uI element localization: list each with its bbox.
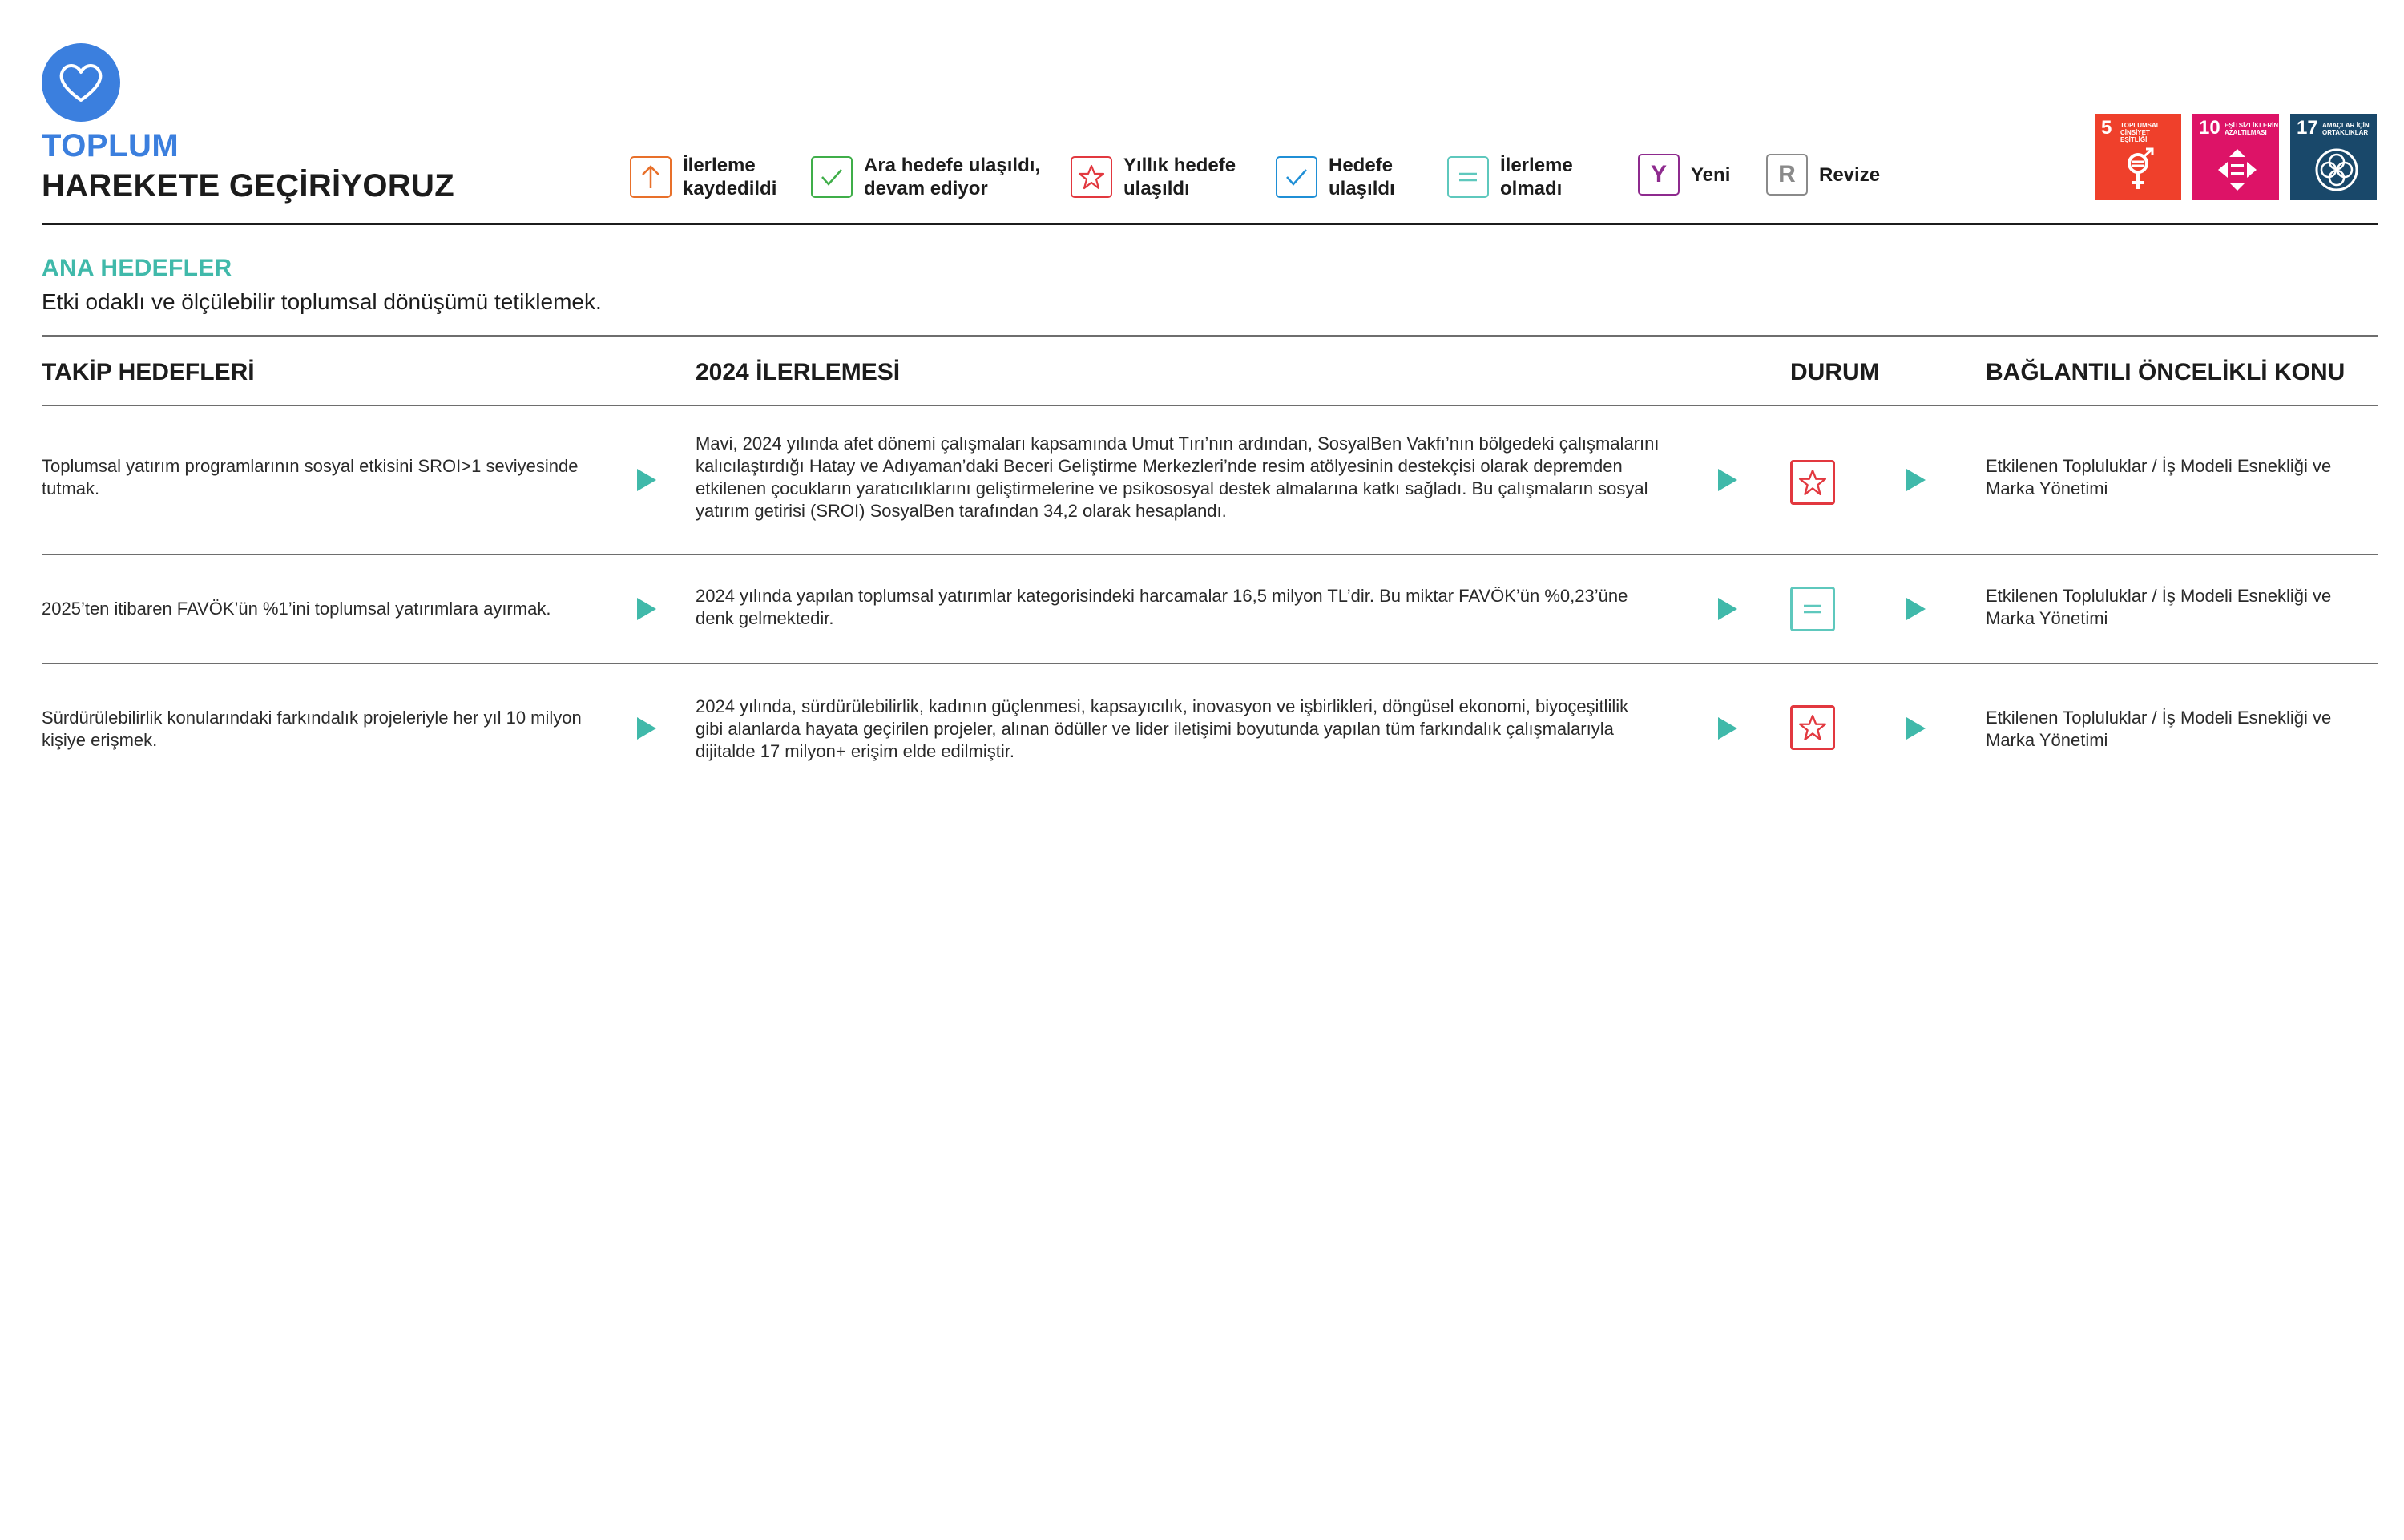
legend-label: Hedefe: [1329, 155, 1394, 176]
star-icon: [1790, 705, 1835, 750]
star-icon: [1071, 156, 1112, 198]
row-progress: 2024 yılında yapılan toplumsal yatırımlar kategorisindeki harcamalar 16,5 milyon TL’dir. Bu miktar FAVÖK’ün %0,23’üne denk gelmektedir.: [696, 586, 1628, 628]
row-topic: Etkilenen Topluluklar / İş Modeli Esnekliği ve Marka Yönetimi: [1986, 456, 2332, 498]
sdg-label: AMAÇLAR İÇİN ORTAKLIKLAR: [2322, 122, 2370, 136]
sdg-number: 10: [2199, 117, 2220, 139]
legend-label: kaydedildi: [683, 178, 777, 200]
arrow-right-icon: [637, 717, 656, 740]
sdg-label: TOPLUMSAL CİNSİYET EŞİTLİĞİ: [2120, 122, 2160, 143]
arrow-right-icon: [1906, 469, 1926, 491]
sdg-5-tile: [2095, 114, 2181, 200]
sdg-number: 17: [2297, 117, 2318, 139]
arrow-right-icon: [1718, 469, 1737, 491]
legend-item-annual: [1071, 154, 1236, 200]
check-icon: [811, 156, 853, 198]
arrow-right-icon: [637, 598, 656, 620]
section-title: ANA HEDEFLER: [42, 255, 232, 281]
legend-item-achieved: [1276, 154, 1395, 200]
row-target: 2025’ten itibaren FAVÖK’ün %1’ini toplumsal yatırımlara ayırmak.: [42, 599, 551, 619]
heart-icon: [42, 43, 120, 122]
sdg-10-tile: [2192, 114, 2279, 200]
legend-label: Yıllık hedefe: [1123, 155, 1236, 176]
page-title-line2: HAREKETE GEÇİRİYORUZ: [42, 168, 454, 204]
legend-label: İlerleme: [1500, 155, 1573, 176]
page-title-line1: TOPLUM: [42, 128, 179, 163]
row-target: Sürdürülebilirlik konularındaki farkındalık projeleriyle her yıl 10 milyon kişiye erişmek.: [42, 708, 582, 750]
legend-label: Revize: [1819, 163, 1881, 186]
arrow-right-icon: [1906, 717, 1926, 740]
legend-label: İlerleme: [683, 155, 756, 176]
column-header-progress: 2024 İLERLEMESİ: [696, 359, 901, 385]
new-icon: Y: [1638, 154, 1680, 196]
table-top-divider: [42, 335, 2378, 337]
check-icon: [1276, 156, 1317, 198]
legend-item-new: [1638, 154, 1730, 196]
legend-label: olmadı: [1500, 178, 1563, 200]
legend-item-interim: [811, 154, 1040, 200]
section-subtitle: Etki odaklı ve ölçülebilir toplumsal dönüşümü tetiklemek.: [42, 289, 602, 314]
row-progress: Mavi, 2024 yılında afet dönemi çalışmaları kapsamında Umut Tırı’nın ardından, SosyalBen Vakfı’nın bölgedeki çalışmalarını kalıcılaştırdığı Hatay ve Adıyaman’daki Beceri Geliştirme Merkezleri’nde resim atölyesinin destekçisi olarak depremden etkilenen çocukların yaratıcılıklarını geliştirmelerine ve psikososyal destek almalarına katkı sağladı. Bu çalışmaların sosyal yatırım getirisi (SROI) SosyalBen tarafından 34,2 olarak hesaplandı.: [696, 433, 1660, 521]
arrow-right-icon: [1718, 598, 1737, 620]
equals-icon: [1790, 587, 1835, 631]
sdg-label: EŞİTSİZLİKLERİN AZALTILMASI: [2225, 122, 2279, 136]
legend-label: Yeni: [1691, 163, 1731, 186]
arrow-right-icon: [1906, 598, 1926, 620]
sdg-17-tile: [2290, 114, 2377, 200]
legend-label: ulaşıldı: [1123, 178, 1190, 200]
reduced-inequalities-icon: [2216, 147, 2258, 192]
legend-item-progress: [630, 154, 776, 200]
column-header-targets: TAKİP HEDEFLERİ: [42, 359, 255, 385]
row-topic: Etkilenen Topluluklar / İş Modeli Esnekliği ve Marka Yönetimi: [1986, 708, 2332, 750]
row-progress: 2024 yılında, sürdürülebilirlik, kadının güçlenmesi, kapsayıcılık, inovasyon ve işbirlikleri, döngüsel ekonomi, biyoçeşitlilik gibi alanlarda hayata geçirilen projeler, alınan ödüller ve lider iletişimi boyutunda yapılan tüm farkındalık çalışmalarıyla dijitalde 17 milyon+ erişim elde edilmiştir.: [696, 696, 1629, 761]
column-header-topic: BAĞLANTILI ÖNCELİKLİ KONU: [1986, 359, 2346, 385]
revised-icon: R: [1766, 154, 1808, 196]
row-divider: [42, 663, 2378, 664]
row-target: Toplumsal yatırım programlarının sosyal etkisini SROI>1 seviyesinde tutmak.: [42, 456, 579, 498]
legend-item-revised: [1766, 154, 1880, 196]
legend-label: devam ediyor: [864, 178, 988, 200]
column-header-status: DURUM: [1790, 359, 1880, 385]
partnerships-icon: [2314, 147, 2359, 192]
arrow-right-icon: [637, 469, 656, 491]
row-divider: [42, 554, 2378, 555]
arrow-up-icon: [630, 156, 672, 198]
legend-label: ulaşıldı: [1329, 178, 1395, 200]
legend-item-no-progress: [1447, 154, 1573, 200]
sdg-number: 5: [2101, 117, 2112, 139]
arrow-right-icon: [1718, 717, 1737, 740]
row-topic: Etkilenen Topluluklar / İş Modeli Esnekliği ve Marka Yönetimi: [1986, 586, 2332, 628]
gender-equality-icon: [2119, 147, 2157, 194]
table-header-divider: [42, 405, 2378, 406]
star-icon: [1790, 460, 1835, 505]
equals-icon: [1447, 156, 1489, 198]
legend-label: Ara hedefe ulaşıldı,: [864, 155, 1041, 176]
header-divider: [42, 223, 2378, 225]
